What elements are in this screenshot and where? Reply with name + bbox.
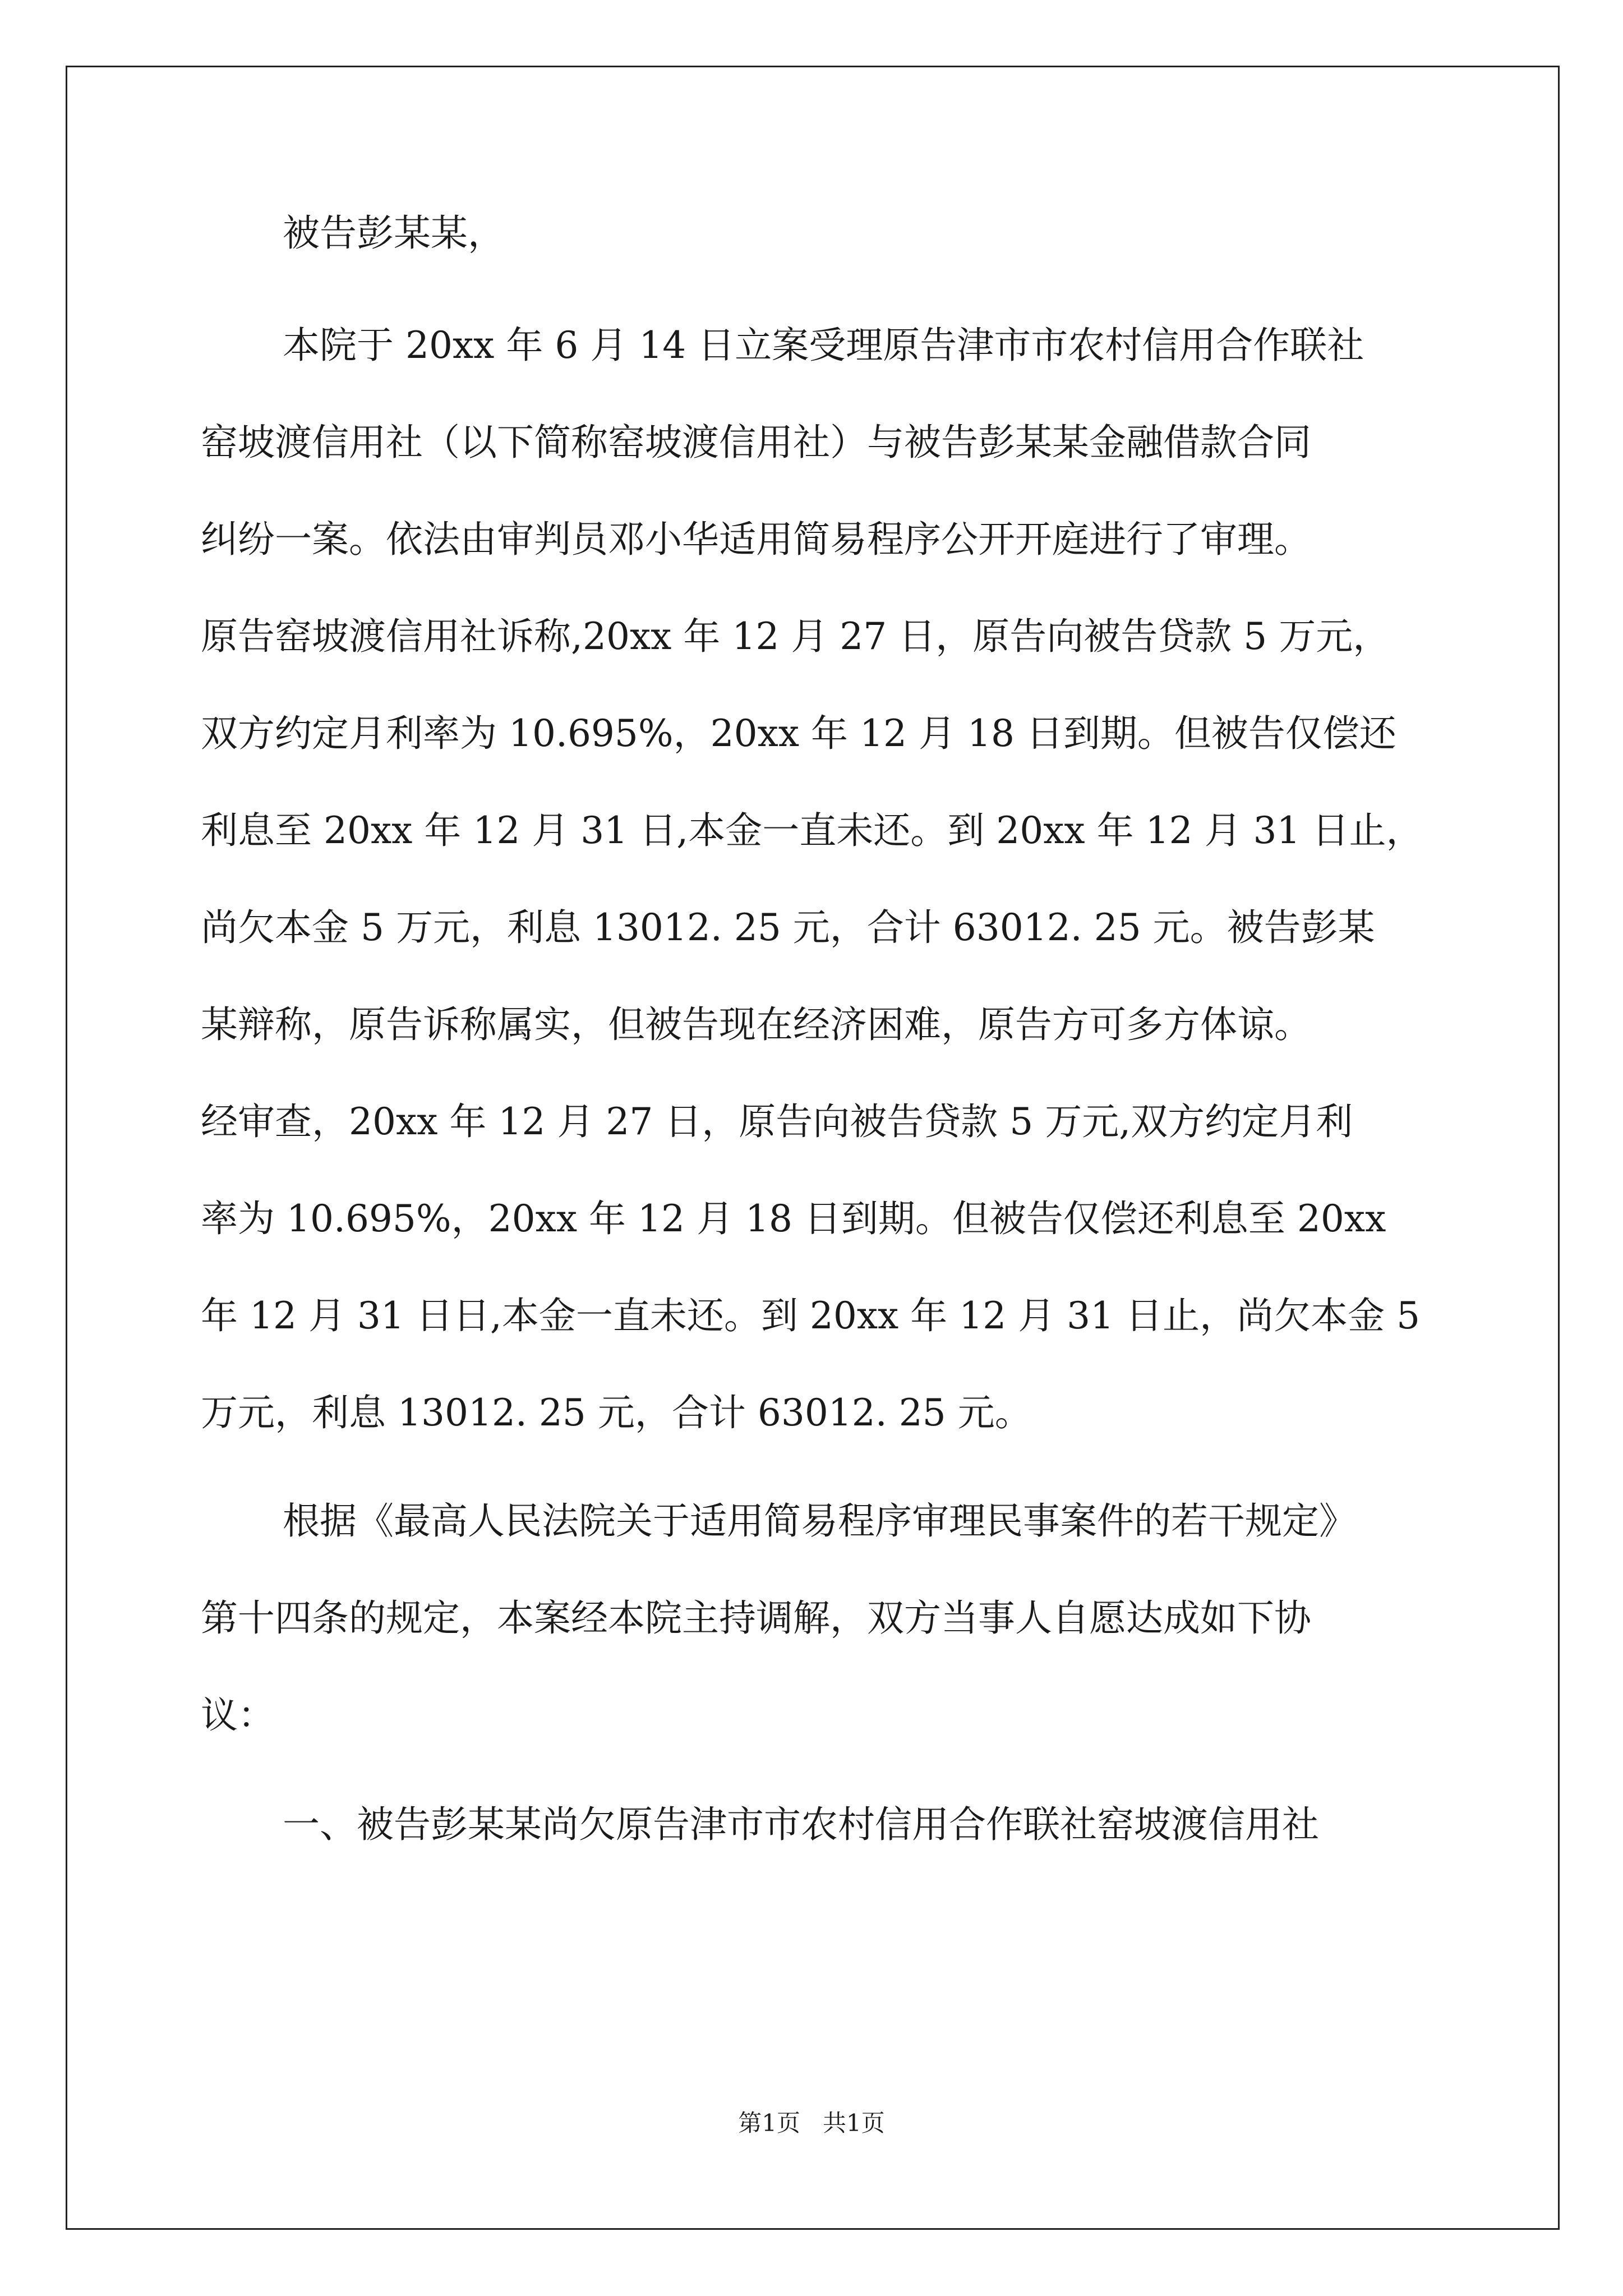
document-line: 利息至 20xx 年 12 月 31 日,本金一直未还。到 20xx 年 12 月 31 日止，: [201, 809, 1423, 852]
document-line: 双方约定月利率为 10.695%，20xx 年 12 月 18 日到期。但被告仅偿还: [201, 712, 1396, 755]
document-line: 第十四条的规定，本案经本院主持调解，双方当事人自愿达成如下协: [201, 1596, 1311, 1640]
document-line: 某辩称，原告诉称属实，但被告现在经济困难，原告方可多方体谅。: [201, 1003, 1311, 1046]
page-border: [66, 66, 1560, 2230]
document-line: 纠纷一案。依法由审判员邓小华适用简易程序公开开庭进行了审理。: [201, 518, 1311, 561]
document-line: 尚欠本金 5 万元，利息 13012. 25 元，合计 63012. 25 元。被告彭某: [201, 906, 1375, 949]
document-line: 原告窑坡渡信用社诉称,20xx 年 12 月 27 日，原告向被告贷款 5 万元，: [201, 615, 1390, 658]
document-line: 根据《最高人民法院关于适用简易程序审理民事案件的若干规定》: [283, 1499, 1356, 1543]
document-line: 年 12 月 31 日日,本金一直未还。到 20xx 年 12 月 31 日止，尚欠本金 5: [201, 1294, 1421, 1337]
document-line: 率为 10.695%，20xx 年 12 月 18 日到期。但被告仅偿还利息至 20xx: [201, 1197, 1386, 1240]
document-line: 议：: [201, 1694, 275, 1737]
document-line: 一、被告彭某某尚欠原告津市市农村信用合作联社窑坡渡信用社: [283, 1803, 1319, 1846]
document-line: 经审查，20xx 年 12 月 27 日，原告向被告贷款 5 万元,双方约定月利: [201, 1100, 1353, 1143]
page-number: 第1页 共1页: [738, 2109, 885, 2137]
document-line: 窑坡渡信用社（以下简称窑坡渡信用社）与被告彭某某金融借款合同: [201, 421, 1311, 464]
document-line: 万元，利息 13012. 25 元，合计 63012. 25 元。: [201, 1391, 1032, 1434]
document-line: 被告彭某某，: [283, 211, 505, 255]
document-line: 本院于 20xx 年 6 月 14 日立案受理原告津市市农村信用合作联社: [283, 324, 1364, 367]
